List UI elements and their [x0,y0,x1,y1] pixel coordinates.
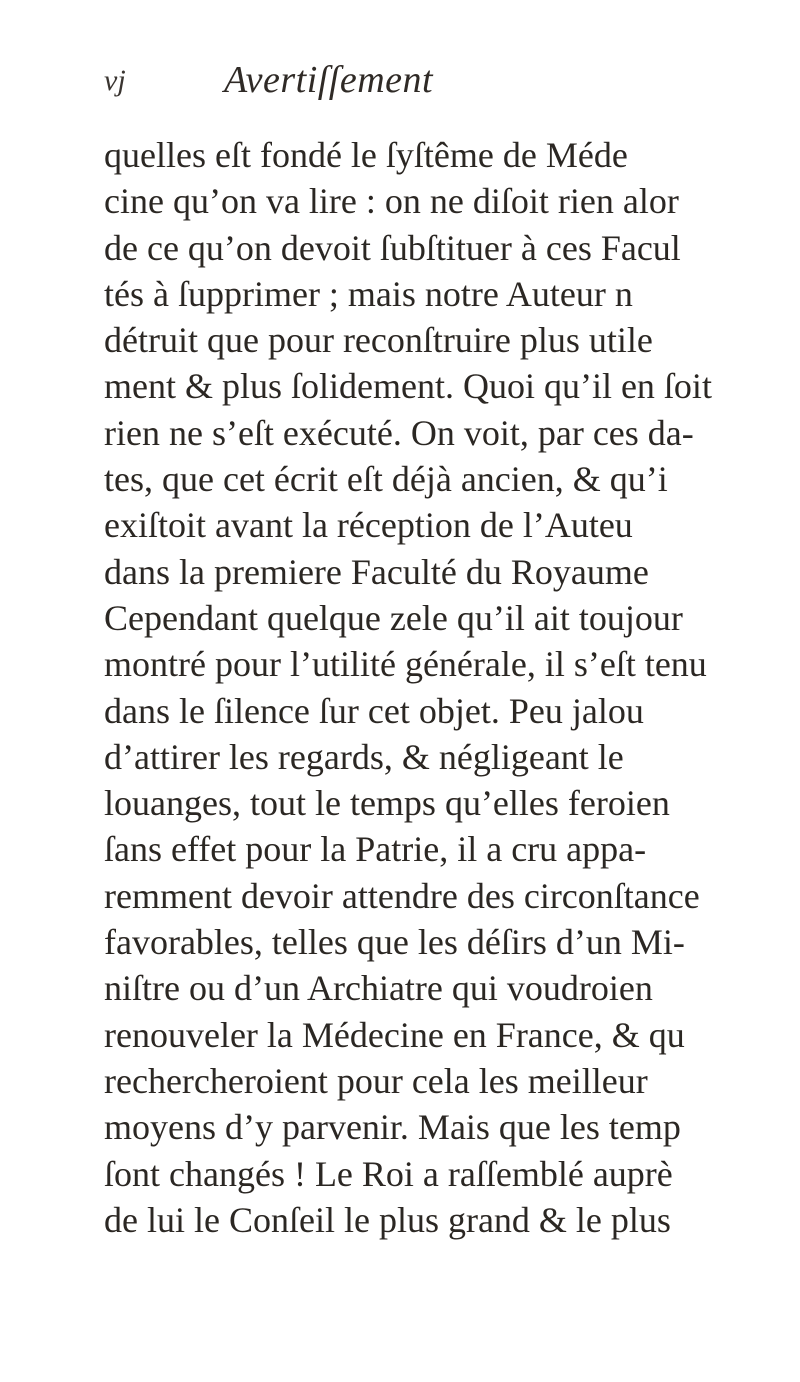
text-line: montré pour l’utilité générale, il s’eſt tenu [104,644,707,685]
body-text [104,132,800,1243]
text-line: Cependant quelque zele qu’il ait toujour [104,597,683,638]
text-line: rien ne s’eſt exécuté. On voit, par ces da- [104,412,694,453]
text-line: dans le ſilence ſur cet objet. Peu jalou [104,690,644,731]
text-line: de lui le Conſeil le plus grand & le plus [104,1199,671,1240]
page-number: vj [104,64,126,97]
text-line: ſans effet pour la Patrie, il a cru appa- [104,829,647,870]
text-line: niſtre ou d’un Archiatre qui voudroien [104,968,653,1009]
text-line: cine qu’on va lire : on ne diſoit rien alor [104,181,679,222]
text-line: ſont changés ! Le Roi a raſſemblé auprè [104,1153,673,1194]
text-line: rechercheroient pour cela les meilleur [104,1060,648,1101]
text-line: ment & plus ſolidement. Quoi qu’il en ſoit [104,366,712,407]
running-head-title: Avertiſſement [224,59,434,101]
running-head [0,58,800,108]
text-line: louanges, tout le temps qu’elles feroien [104,783,670,824]
text-line: tes, que cet écrit eſt déjà ancien, & qu’i [104,459,668,500]
text-line: quelles eſt fondé le ſyſtême de Méde [104,135,628,175]
text-line: de ce qu’on devoit ſubſtituer à ces Facul [104,227,681,268]
text-line: remment devoir attendre des circonſtance [104,875,700,916]
text-line: dans la premiere Faculté du Royaume [104,551,649,592]
text-line: favorables, telles que les déſirs d’un Mi- [104,922,685,963]
text-line: détruit que pour reconſtruire plus utile [104,320,653,361]
text-line: renouveler la Médecine en France, & qu [104,1014,685,1055]
text-line: moyens d’y parvenir. Mais que les temp [104,1107,681,1148]
text-line: exiſtoit avant la réception de l’Auteu [104,505,633,546]
text-line: tés à ſupprimer ; mais notre Auteur n [104,273,633,314]
text-line: d’attirer les regards, & négligeant le [104,736,624,777]
